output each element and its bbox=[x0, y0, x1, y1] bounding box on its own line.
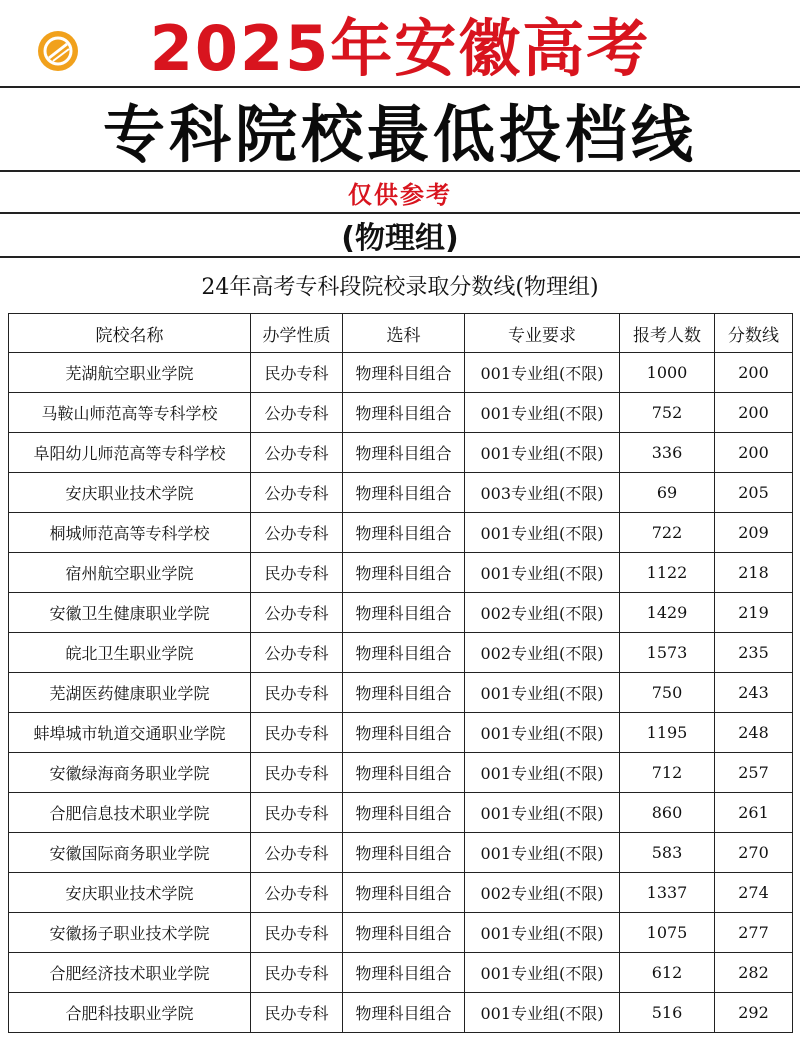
cell-major-group: 001专业组(不限) bbox=[465, 913, 620, 953]
cell-school: 安庆职业技术学院 bbox=[9, 473, 251, 513]
cell-major-group: 002专业组(不限) bbox=[465, 873, 620, 913]
table-body bbox=[9, 353, 793, 1033]
cell-school: 皖北卫生职业学院 bbox=[9, 633, 251, 673]
subtitle-band bbox=[0, 88, 800, 172]
cell-applicants: 712 bbox=[620, 753, 715, 793]
cell-subject: 物理科目组合 bbox=[343, 393, 465, 433]
score-table bbox=[8, 313, 793, 1033]
cell-major-group: 001专业组(不限) bbox=[465, 993, 620, 1033]
cell-subject: 物理科目组合 bbox=[343, 873, 465, 913]
table-row bbox=[9, 673, 793, 713]
cell-type: 民办专科 bbox=[251, 993, 343, 1033]
cell-score: 257 bbox=[715, 753, 793, 793]
cell-applicants: 1337 bbox=[620, 873, 715, 913]
cell-major-group: 001专业组(不限) bbox=[465, 513, 620, 553]
circle-logo-icon bbox=[38, 31, 78, 71]
cell-type: 民办专科 bbox=[251, 953, 343, 993]
cell-school: 安徽扬子职业技术学院 bbox=[9, 913, 251, 953]
cell-subject: 物理科目组合 bbox=[343, 753, 465, 793]
table-row bbox=[9, 393, 793, 433]
cell-school: 安徽卫生健康职业学院 bbox=[9, 593, 251, 633]
cell-applicants: 752 bbox=[620, 393, 715, 433]
cell-applicants: 750 bbox=[620, 673, 715, 713]
group-band bbox=[0, 214, 800, 258]
cell-score: 219 bbox=[715, 593, 793, 633]
cell-type: 公办专科 bbox=[251, 633, 343, 673]
cell-school: 安徽绿海商务职业学院 bbox=[9, 753, 251, 793]
table-row bbox=[9, 593, 793, 633]
cell-type: 民办专科 bbox=[251, 713, 343, 753]
table-row bbox=[9, 633, 793, 673]
cell-subject: 物理科目组合 bbox=[343, 673, 465, 713]
cell-applicants: 1000 bbox=[620, 353, 715, 393]
cell-score: 261 bbox=[715, 793, 793, 833]
cell-score: 200 bbox=[715, 393, 793, 433]
cell-type: 民办专科 bbox=[251, 553, 343, 593]
cell-score: 200 bbox=[715, 433, 793, 473]
cell-major-group: 001专业组(不限) bbox=[465, 833, 620, 873]
cell-school: 安庆职业技术学院 bbox=[9, 873, 251, 913]
cell-applicants: 1122 bbox=[620, 553, 715, 593]
cell-subject: 物理科目组合 bbox=[343, 833, 465, 873]
cell-type: 公办专科 bbox=[251, 873, 343, 913]
cell-subject: 物理科目组合 bbox=[343, 473, 465, 513]
cell-school: 芜湖航空职业学院 bbox=[9, 353, 251, 393]
cell-applicants: 583 bbox=[620, 833, 715, 873]
cell-score: 282 bbox=[715, 953, 793, 993]
cell-score: 209 bbox=[715, 513, 793, 553]
col-header-school: 院校名称 bbox=[9, 314, 251, 353]
table-row bbox=[9, 913, 793, 953]
cell-major-group: 002专业组(不限) bbox=[465, 593, 620, 633]
table-row bbox=[9, 513, 793, 553]
cell-score: 205 bbox=[715, 473, 793, 513]
cell-type: 公办专科 bbox=[251, 473, 343, 513]
cell-applicants: 69 bbox=[620, 473, 715, 513]
cell-applicants: 860 bbox=[620, 793, 715, 833]
cell-type: 民办专科 bbox=[251, 753, 343, 793]
page-title: 2025年安徽高考 bbox=[149, 11, 651, 85]
table-row bbox=[9, 433, 793, 473]
caption-band bbox=[0, 258, 800, 313]
cell-major-group: 001专业组(不限) bbox=[465, 393, 620, 433]
cell-applicants: 1075 bbox=[620, 913, 715, 953]
cell-score: 218 bbox=[715, 553, 793, 593]
table-row bbox=[9, 553, 793, 593]
reference-note: 仅供参考 bbox=[348, 180, 452, 209]
cell-subject: 物理科目组合 bbox=[343, 513, 465, 553]
cell-major-group: 001专业组(不限) bbox=[465, 793, 620, 833]
cell-major-group: 001专业组(不限) bbox=[465, 433, 620, 473]
cell-applicants: 516 bbox=[620, 993, 715, 1033]
table-row bbox=[9, 953, 793, 993]
cell-applicants: 336 bbox=[620, 433, 715, 473]
cell-major-group: 001专业组(不限) bbox=[465, 713, 620, 753]
cell-type: 公办专科 bbox=[251, 513, 343, 553]
col-header-type: 办学性质 bbox=[251, 314, 343, 353]
header-row bbox=[9, 314, 793, 353]
table-row bbox=[9, 993, 793, 1033]
col-header-subject: 选科 bbox=[343, 314, 465, 353]
cell-school: 宿州航空职业学院 bbox=[9, 553, 251, 593]
cell-major-group: 001专业组(不限) bbox=[465, 353, 620, 393]
page-subtitle: 专科院校最低投档线 bbox=[102, 97, 697, 171]
cell-major-group: 001专业组(不限) bbox=[465, 553, 620, 593]
cell-school: 合肥科技职业学院 bbox=[9, 993, 251, 1033]
cell-score: 292 bbox=[715, 993, 793, 1033]
table-row bbox=[9, 833, 793, 873]
table-row bbox=[9, 753, 793, 793]
cell-applicants: 1573 bbox=[620, 633, 715, 673]
cell-major-group: 001专业组(不限) bbox=[465, 953, 620, 993]
cell-subject: 物理科目组合 bbox=[343, 713, 465, 753]
cell-school: 桐城师范高等专科学校 bbox=[9, 513, 251, 553]
table-caption: 24年高考专科段院校录取分数线(物理组) bbox=[201, 275, 599, 300]
title-band bbox=[0, 0, 800, 88]
cell-subject: 物理科目组合 bbox=[343, 353, 465, 393]
cell-applicants: 1195 bbox=[620, 713, 715, 753]
cell-subject: 物理科目组合 bbox=[343, 433, 465, 473]
cell-school: 芜湖医药健康职业学院 bbox=[9, 673, 251, 713]
cell-school: 蚌埠城市轨道交通职业学院 bbox=[9, 713, 251, 753]
cell-type: 公办专科 bbox=[251, 433, 343, 473]
table-header bbox=[9, 314, 793, 353]
cell-major-group: 002专业组(不限) bbox=[465, 633, 620, 673]
cell-score: 248 bbox=[715, 713, 793, 753]
table-row bbox=[9, 713, 793, 753]
reference-band bbox=[0, 172, 800, 214]
cell-subject: 物理科目组合 bbox=[343, 553, 465, 593]
cell-type: 民办专科 bbox=[251, 913, 343, 953]
group-label: (物理组) bbox=[341, 221, 459, 256]
cell-school: 阜阳幼儿师范高等专科学校 bbox=[9, 433, 251, 473]
col-header-applicants: 报考人数 bbox=[620, 314, 715, 353]
cell-score: 200 bbox=[715, 353, 793, 393]
table-row bbox=[9, 793, 793, 833]
cell-type: 民办专科 bbox=[251, 353, 343, 393]
cell-applicants: 1429 bbox=[620, 593, 715, 633]
cell-type: 公办专科 bbox=[251, 833, 343, 873]
cell-type: 公办专科 bbox=[251, 593, 343, 633]
cell-subject: 物理科目组合 bbox=[343, 953, 465, 993]
cell-score: 235 bbox=[715, 633, 793, 673]
cell-type: 民办专科 bbox=[251, 793, 343, 833]
cell-subject: 物理科目组合 bbox=[343, 593, 465, 633]
cell-score: 274 bbox=[715, 873, 793, 913]
cell-subject: 物理科目组合 bbox=[343, 793, 465, 833]
cell-score: 270 bbox=[715, 833, 793, 873]
cell-major-group: 003专业组(不限) bbox=[465, 473, 620, 513]
cell-type: 民办专科 bbox=[251, 673, 343, 713]
cell-major-group: 001专业组(不限) bbox=[465, 753, 620, 793]
table-row bbox=[9, 873, 793, 913]
cell-school: 合肥信息技术职业学院 bbox=[9, 793, 251, 833]
col-header-major-group: 专业要求 bbox=[465, 314, 620, 353]
cell-type: 公办专科 bbox=[251, 393, 343, 433]
cell-applicants: 722 bbox=[620, 513, 715, 553]
cell-major-group: 001专业组(不限) bbox=[465, 673, 620, 713]
table-row bbox=[9, 353, 793, 393]
col-header-score: 分数线 bbox=[715, 314, 793, 353]
cell-applicants: 612 bbox=[620, 953, 715, 993]
cell-school: 合肥经济技术职业学院 bbox=[9, 953, 251, 993]
cell-subject: 物理科目组合 bbox=[343, 993, 465, 1033]
cell-subject: 物理科目组合 bbox=[343, 633, 465, 673]
cell-subject: 物理科目组合 bbox=[343, 913, 465, 953]
cell-score: 243 bbox=[715, 673, 793, 713]
cell-school: 马鞍山师范高等专科学校 bbox=[9, 393, 251, 433]
table-row bbox=[9, 473, 793, 513]
cell-school: 安徽国际商务职业学院 bbox=[9, 833, 251, 873]
cell-score: 277 bbox=[715, 913, 793, 953]
